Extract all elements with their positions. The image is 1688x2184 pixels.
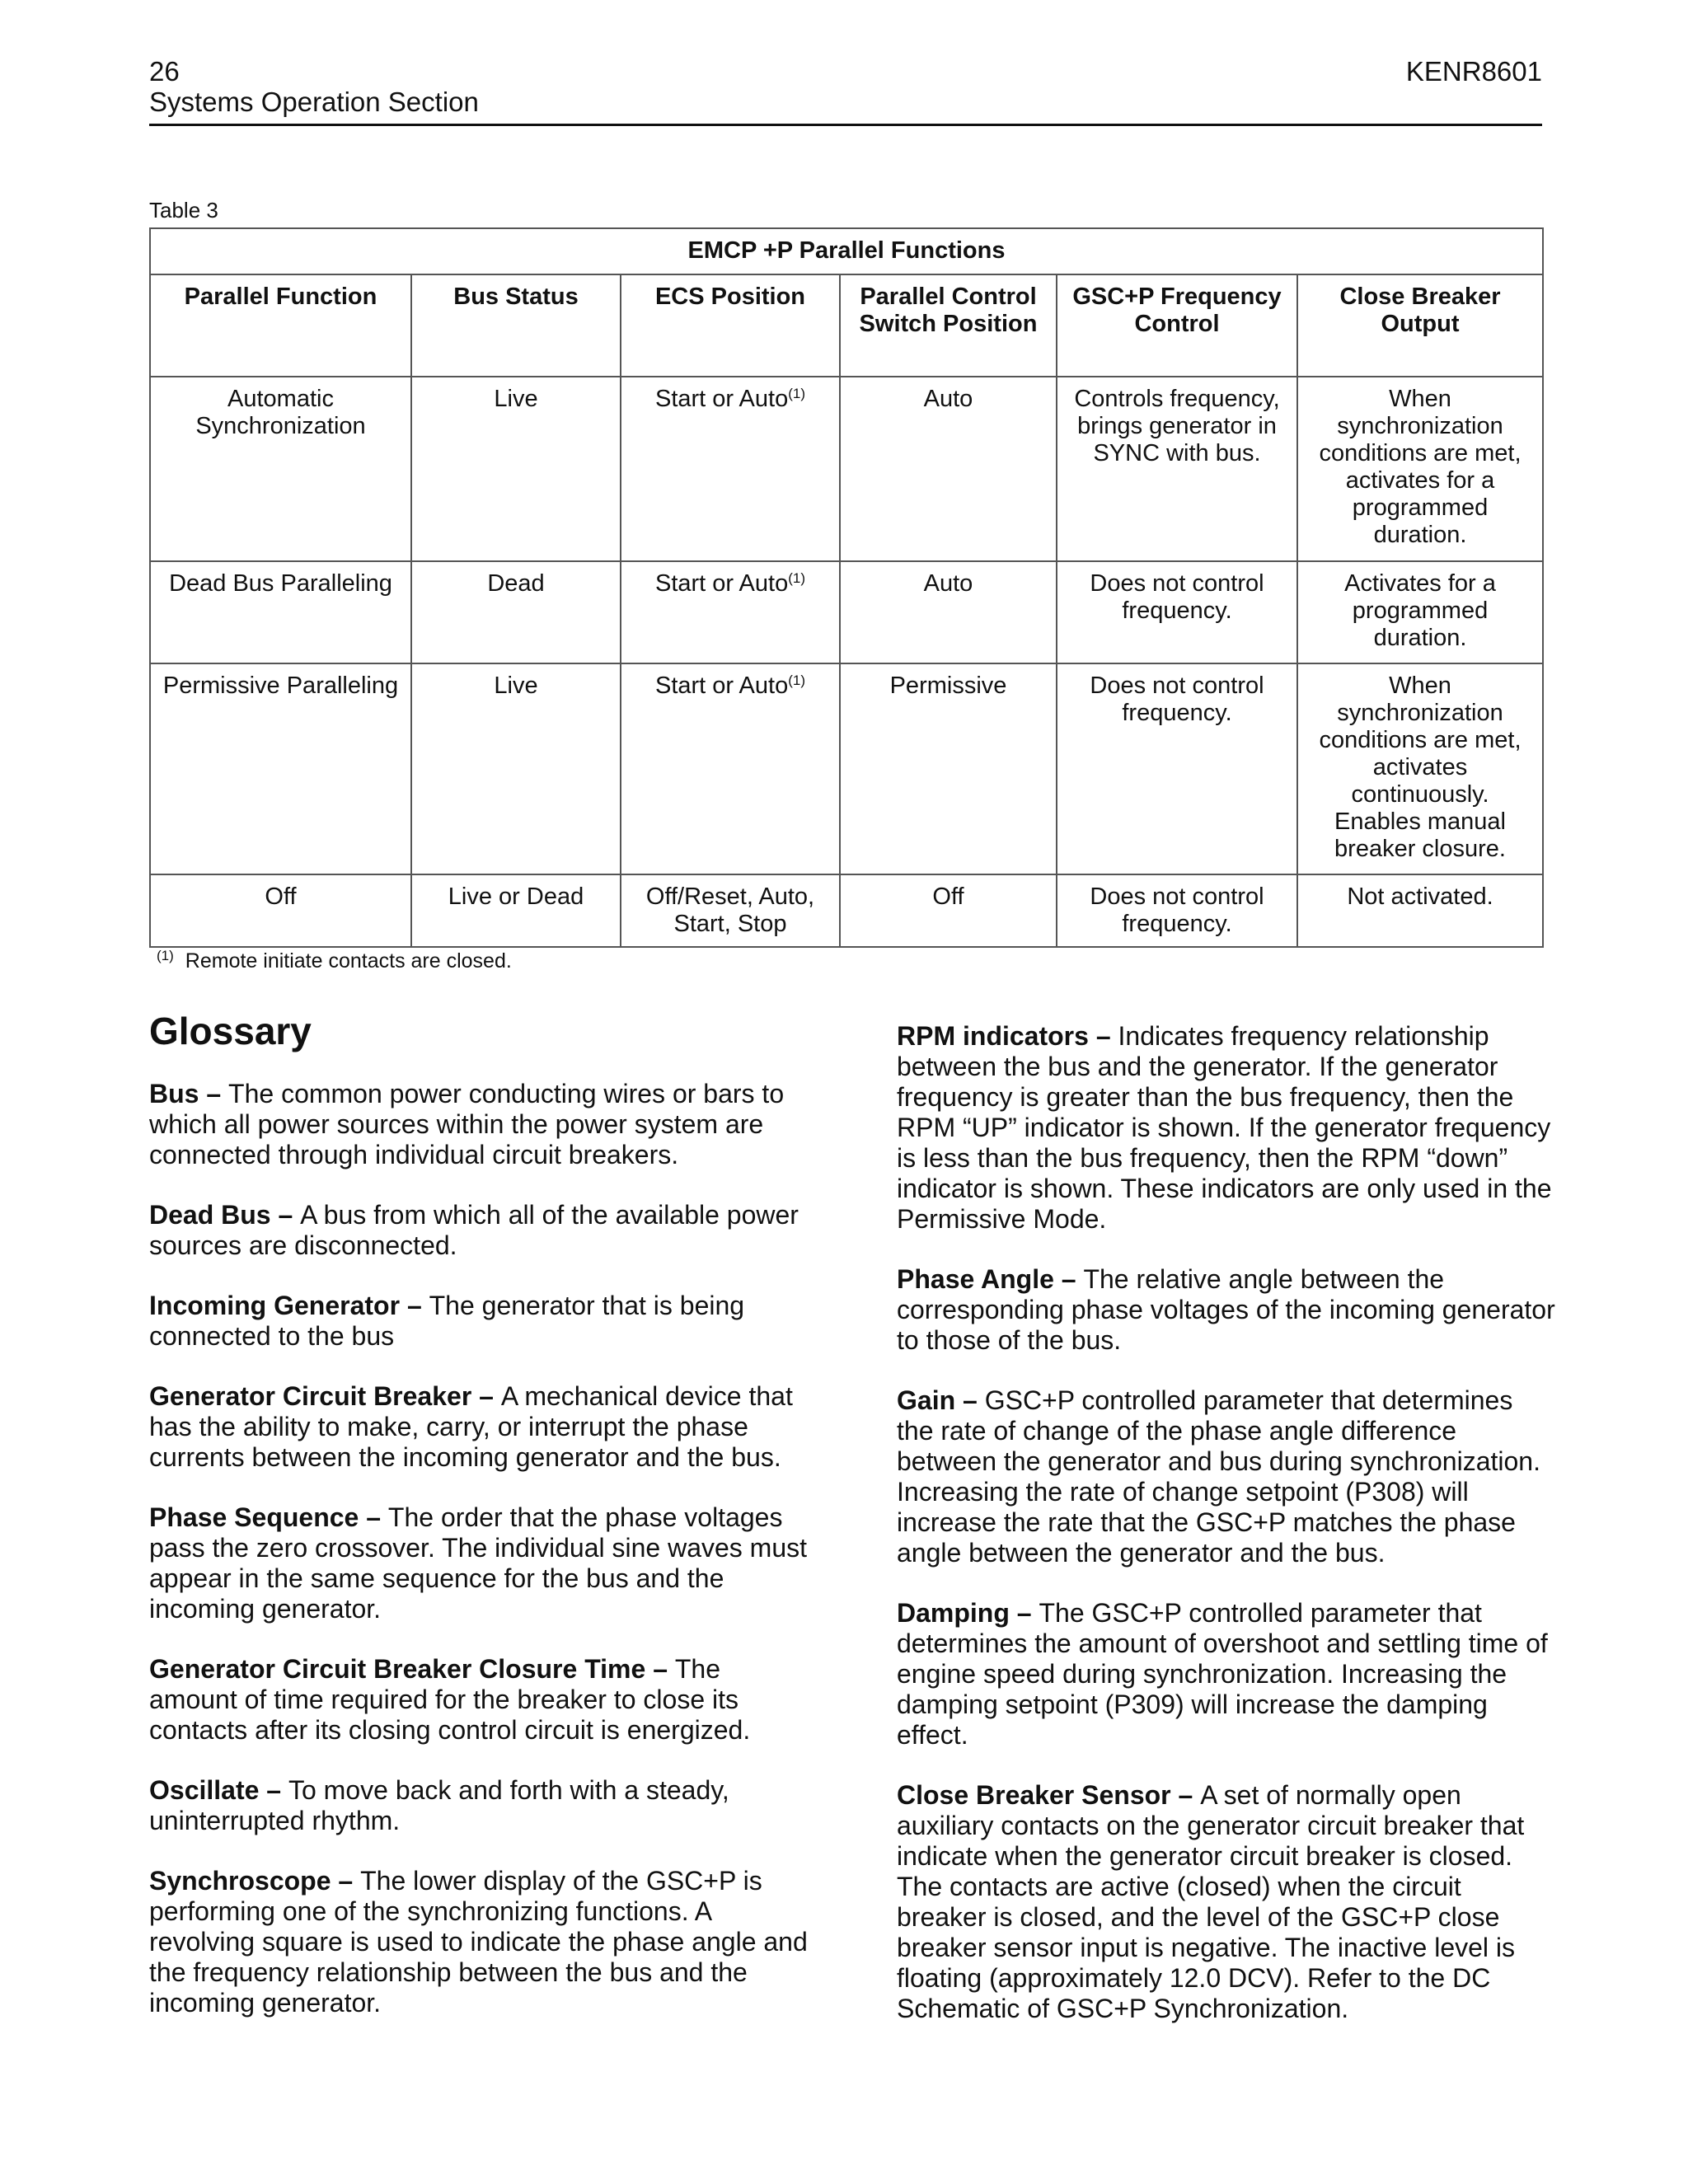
glossary-entry [149, 1200, 809, 1261]
glossary-term: Generator Circuit Breaker Closure Time [149, 1654, 646, 1684]
term-dash: – [331, 1866, 361, 1896]
cell-switch-position: Permissive [840, 663, 1057, 874]
cell-breaker-output: When synchronization conditions are met, activates continuously. Enables manual breaker closure. [1297, 663, 1543, 874]
glossary-right-column [897, 1010, 1556, 2054]
term-dash: – [645, 1654, 675, 1684]
glossary-definition: A bus from which all of the available power sources are disconnected. [149, 1200, 799, 1260]
glossary-definition: The relative angle between the corresponding phase voltages of the incoming generator to those of the bus. [897, 1264, 1555, 1355]
page-header [149, 56, 1542, 126]
glossary-term: Oscillate [149, 1775, 260, 1805]
glossary-entry [149, 1866, 809, 2018]
column-header: Bus Status [411, 274, 621, 377]
page-number: 26 [149, 56, 180, 87]
glossary-definition: To move back and forth with a steady, uninterrupted rhythm. [149, 1775, 729, 1835]
term-dash: – [270, 1200, 301, 1230]
parallel-functions-table [149, 227, 1544, 948]
glossary-heading: Glossary [149, 1010, 312, 1052]
term-dash: – [400, 1291, 429, 1320]
cell-switch-position: Auto [840, 561, 1057, 663]
cell-frequency-control: Does not control frequency. [1057, 561, 1297, 663]
term-dash: – [955, 1385, 985, 1415]
table-footnote [157, 948, 512, 973]
column-header: GSC+P Frequency Control [1057, 274, 1297, 377]
glossary-entry [149, 1291, 809, 1352]
glossary-definition: The lower display of the GSC+P is performing one of the synchronizing functions. A revolving square is used to indicate the phase angle and the frequency relationship between the bus and the incoming generator. [149, 1866, 808, 2018]
glossary-entry [897, 1021, 1556, 1235]
section-title: Systems Operation Section [149, 87, 479, 117]
cell-bus-status: Live [411, 663, 621, 874]
cell-frequency-control: Does not control frequency. [1057, 874, 1297, 947]
glossary-definition: The common power conducting wires or bars to which all power sources within the power system are connected through individual circuit breakers. [149, 1079, 785, 1169]
term-dash: – [1170, 1780, 1201, 1810]
glossary-entry [897, 1264, 1556, 1356]
glossary-term: Bus [149, 1079, 199, 1108]
cell-bus-status: Live or Dead [411, 874, 621, 947]
cell-bus-status: Live [411, 377, 621, 561]
glossary-definition: A set of normally open auxiliary contacts on the generator circuit breaker that indicate when the generator circuit breaker is closed. The contacts are active (closed) when the circuit breaker is closed, and the level of the GSC+P close breaker sensor input is negative. The inactive level is floating (approximately 12.0 DCV). Refer to the DC Schematic of GSC+P Synchronization. [897, 1780, 1525, 2023]
glossary-definition: Indicates frequency relationship between the bus and the generator. If the generator frequency is greater than the bus frequency, then the RPM “UP” indicator is shown. If the generator frequency is less than the bus frequency, then the RPM “down” indicator is shown. These indicators are only used in the Permissive Mode. [897, 1021, 1552, 1234]
term-dash: – [1053, 1264, 1084, 1294]
glossary-definition: The order that the phase voltages pass the zero crossover. The individual sine waves must appear in the same sequence for the bus and the incoming generator. [149, 1502, 808, 1624]
glossary-entry [149, 1654, 809, 1746]
glossary-definition: The GSC+P controlled parameter that determines the amount of overshoot and settling time of engine speed during synchronization. Increasing the damping setpoint (P309) will increase the damping effect. [897, 1598, 1548, 1750]
glossary-entry [149, 1502, 809, 1624]
glossary-definition: A mechanical device that has the ability to make, carry, or interrupt the phase currents between the incoming generator and the bus. [149, 1381, 793, 1472]
cell-breaker-output: Activates for a programmed duration. [1297, 561, 1543, 663]
glossary-term: Gain [897, 1385, 956, 1415]
document-id: KENR8601 [1405, 56, 1542, 87]
cell-switch-position: Off [840, 874, 1057, 947]
glossary-entry [897, 1385, 1556, 1568]
cell-breaker-output: Not activated. [1297, 874, 1543, 947]
column-header: Parallel Function [150, 274, 411, 377]
footnote-text: Remote initiate contacts are closed. [185, 949, 512, 972]
cell-function: Off [150, 874, 411, 947]
cell-function: Permissive Paralleling [150, 663, 411, 874]
cell-frequency-control: Does not control frequency. [1057, 663, 1297, 874]
glossary-term: RPM indicators [897, 1021, 1089, 1051]
column-header: Parallel Control Switch Position [840, 274, 1057, 377]
footnote-ref: (1) [788, 570, 805, 586]
glossary-term: Close Breaker Sensor [897, 1780, 1171, 1810]
term-dash: – [1009, 1598, 1039, 1628]
footnote-ref: (1) [788, 673, 805, 688]
term-dash: – [1088, 1021, 1118, 1051]
table-row [150, 874, 1543, 947]
cell-breaker-output: When synchronization conditions are met, activates for a programmed duration. [1297, 377, 1543, 561]
table-title: EMCP +P Parallel Functions [150, 228, 1543, 274]
term-dash: – [199, 1079, 229, 1108]
glossary-term: Generator Circuit Breaker [149, 1381, 472, 1411]
term-dash: – [471, 1381, 501, 1411]
table-header-row [150, 274, 1543, 377]
column-header: ECS Position [621, 274, 840, 377]
glossary-term: Incoming Generator [149, 1291, 401, 1320]
cell-switch-position: Auto [840, 377, 1057, 561]
footnote-mark: (1) [157, 948, 174, 963]
glossary-definition: GSC+P controlled parameter that determines the rate of change of the phase angle difference between the generator and bus during synchronization. Increasing the rate of change setpoint (P308) will increase the rate that the GSC+P matches the phase angle between the generator and the bus. [897, 1385, 1540, 1568]
ecs-position-text: Start or Auto [655, 386, 789, 412]
term-dash: – [359, 1502, 388, 1532]
glossary-term: Damping [897, 1598, 1010, 1628]
column-header: Close Breaker Output [1297, 274, 1543, 377]
footnote-ref: (1) [788, 386, 805, 401]
cell-function: Dead Bus Paralleling [150, 561, 411, 663]
glossary-term: Phase Angle [897, 1264, 1054, 1294]
glossary-term: Synchroscope [149, 1866, 331, 1896]
glossary-entry [897, 1780, 1556, 2024]
table-row [150, 663, 1543, 874]
glossary-entry [149, 1079, 809, 1170]
table-row [150, 377, 1543, 561]
glossary-left-column [149, 1010, 809, 2048]
cell-ecs-position [621, 561, 840, 663]
ecs-position-text: Start or Auto [655, 570, 789, 597]
cell-ecs-position: Off/Reset, Auto, Start, Stop [621, 874, 840, 947]
cell-ecs-position [621, 377, 840, 561]
glossary-definition: The generator that is being connected to the bus [149, 1291, 745, 1351]
cell-ecs-position [621, 663, 840, 874]
glossary-term: Dead Bus [149, 1200, 271, 1230]
glossary-entry [897, 1598, 1556, 1750]
ecs-position-text: Start or Auto [655, 673, 789, 699]
glossary-entry [149, 1775, 809, 1836]
term-dash: – [259, 1775, 288, 1805]
glossary-term: Phase Sequence [149, 1502, 359, 1532]
glossary-entry [149, 1381, 809, 1473]
cell-frequency-control: Controls frequency, brings generator in SYNC with bus. [1057, 377, 1297, 561]
cell-bus-status: Dead [411, 561, 621, 663]
table-row [150, 561, 1543, 663]
cell-function: Automatic Synchronization [150, 377, 411, 561]
glossary-definition: The amount of time required for the breaker to close its contacts after its closing control circuit is energized. [149, 1654, 751, 1745]
table-caption: Table 3 [149, 198, 218, 223]
